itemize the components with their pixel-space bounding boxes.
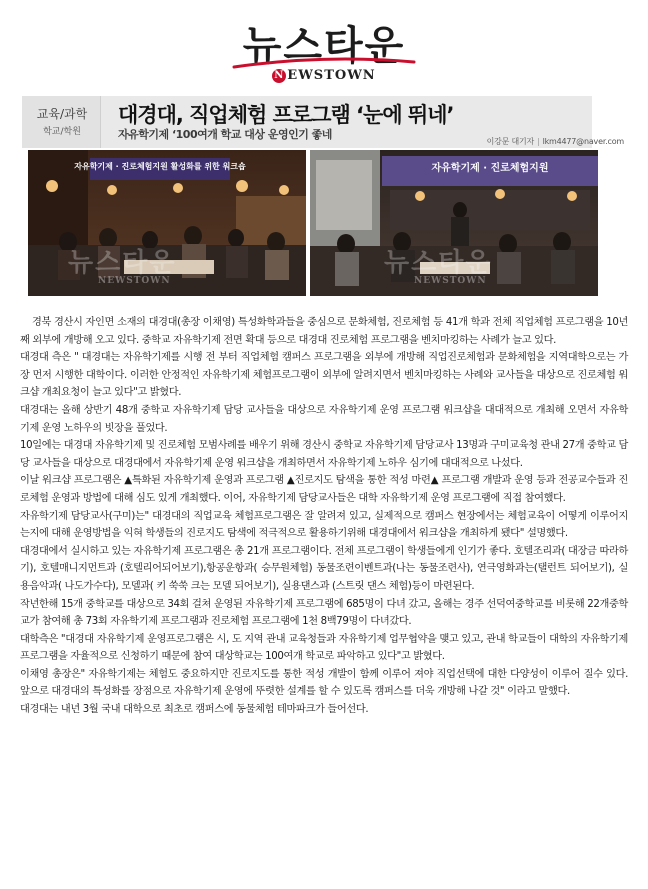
article-paragraph: 자유학기제 담당교사(구미)는" 대경대의 직업교육 체험프로그램은 잘 알려져 있고, 실제적으로 캠퍼스 현장에서는 체험교육이 어떻게 이루어지는지에 대해 운영방법을 익혀 학생들의 진로지도 탐색에 적극적으로 활용하기위해 대경대에서 워크샵을 개최하게 됐다" 설명했다. xyxy=(20,510,628,540)
workshop-photo-2-image xyxy=(310,150,598,296)
newstown-logo-english xyxy=(0,68,648,83)
watermark-english: NEWSTOWN xyxy=(98,276,171,286)
article-paragraph: 대경대는 내년 3월 국내 대학으로 최초로 캠퍼스에 동물체험 테마파크가 들어선다. xyxy=(20,704,369,716)
watermark-korean: 뉴스타운 xyxy=(68,248,177,278)
watermark-korean: 뉴스타운 xyxy=(384,248,493,278)
article-paragraph: 경북 경산시 자인면 소재의 대경대(총장 이채영) 특성화학과들을 중심으로 문화체험, 진로체험 등 41개 학과 전체 직업체험 프로그램을 10년째 외부에 개방해 오고 있다. 중학교 자유학기제 전면 확대 등으로 대경대 진로체험 프로그램을 벤치마킹하는 사례가 늘고 있다. xyxy=(20,317,628,346)
newstown-logo-korean: 뉴스타운 xyxy=(242,23,406,69)
section-box xyxy=(22,96,101,148)
watermark-english: NEWSTOWN xyxy=(414,276,487,286)
article-paragraph: 이날 워크샵 프로그램은 ▲특화된 자유학기제 운영과 프로그램 ▲진로지도 탐색을 통한 적성 마련▲ 프로그램 개발과 운영 등과 전공교수들과 진로체험 운영과 방법에 대해 심도 있게 개최했다. 이어, 자유학기제 담당교사들은 대학 자유학기제 운영 프로그램에 직접 참여했다. xyxy=(20,475,628,504)
workshop-photo-2 xyxy=(310,150,598,296)
logo-english-text: EWSTOWN xyxy=(287,68,376,83)
article-paragraph: 10일에는 대경대 자유학기제 및 진로체험 모범사례를 배우기 위해 경산시 중학교 자유학기제 담당교사 13명과 구미교육청 관내 27개 중학교 담당 교사들을 대상으로 대경대에서 자유학기제 운영 워크샵을 개최하면서 자유학기제 노하우 심기에 대대적으로 나섰다. xyxy=(20,440,628,469)
article-paragraph: 작년한해 15개 중학교를 대상으로 34회 걸쳐 운영된 자유학기제 프로그램에 685명이 다녀 갔고, 올해는 경주 선덕여중학교를 비롯해 22개중학교가 참여해 총 73회 자유학기제 프로그램과 진로체험 프로그램에 1천 8백79명이 다녀갔다. xyxy=(20,598,628,628)
banner-text-1: 자유학기제 · 진로체험지원 활성화를 위한 워크숍 xyxy=(74,162,246,171)
article-paragraph: 대학측은 "대경대 자유학기제 운영프로그램은 시, 도 지역 관내 교육청들과 자유학기제 업무협약을 맺고 있고, 관내 학교들이 대학의 자유학기제 프로그램을 자율적으로 신청하기 때문에 참여 대상학교는 100여개 학교로 파악하고 있다"고 밝혔다. xyxy=(20,633,628,663)
workshop-photo-1 xyxy=(28,150,306,296)
article-paragraph: 이채영 총장은" 자유학기제는 체험도 중요하지만 진로지도를 통한 적성 개발이 함께 이루어 져야 직업선택에 대한 다양성이 이루어 질수 있다. 앞으로 대경대의 특성화를 장점으로 자유학기제 운영에 뚜렷한 설계를 할 수 있도록 캠퍼스를 더욱 개방해 나갈 것" 이라고 말했다. xyxy=(20,668,628,698)
article-paragraph: 대경대에서 실시하고 있는 자유학기제 프로그램은 총 21개 프로그램이다. 전체 프로그램이 학생들에게 인기가 좋다. 호텔조리과( 대장금 따라하기), 호텔매니지먼트과 (호텔리어되어보기),항공운항과( 승무원체험) 동물조련이벤트과(나는 동물조련사), 연극영화과는(탤런트 되어보기), 실용음악과( 나도가수다), 모델과( 키 쑥쑥 크는 모델 되어보기), 실용댄스과 (스트릿 댄스 체험)등이 마련된다. xyxy=(20,545,628,592)
subheadline: 자유학기제 ‘100여개 학교 대상 운영인기 좋네 xyxy=(118,128,332,141)
headline: 대경대, 직업체험 프로그램 ‘눈에 뛰네’ xyxy=(118,103,454,127)
article-paragraph: 대경대는 올해 상반기 48개 중학교 자유학기제 담당 교사들을 대상으로 자유학기제 운영 프로그램 워크샵을 대대적으로 개최해 오면서 자유학기제 운영 노하우의 빗장을 풀었다. xyxy=(20,404,628,434)
byline-separator: | xyxy=(537,137,540,146)
section-sub-label: 학교/학원 xyxy=(43,127,81,137)
section-label: 교육/과학 xyxy=(36,107,88,121)
article-body xyxy=(20,314,628,719)
byline xyxy=(487,136,624,147)
banner-text-2: 자유학기제 · 진로체험지원 xyxy=(431,163,549,174)
article-paragraph: 대경대 측은 " 대경대는 자유학기제를 시행 전 부터 직업체험 캠퍼스 프로그램을 외부에 개방해 직업진로체험과 문화체험을 지역대학으로는 가장 먼저 시행한 대학이다. 이러한 안정적인 자유학기제 체험프로그램이 외부에 알려지면서 벤치마킹하는 사례와 교사들을 대상으로 진로체험 워크샵 개최요청이 늘고 있다"고 밝혔다. xyxy=(20,352,628,399)
logo-n-icon: N xyxy=(274,70,285,81)
author: 이강문 대기자 xyxy=(486,137,535,146)
workshop-photo-1-image xyxy=(28,150,306,296)
author-email: lkm4477@naver.com xyxy=(542,137,624,146)
masthead xyxy=(0,0,648,90)
